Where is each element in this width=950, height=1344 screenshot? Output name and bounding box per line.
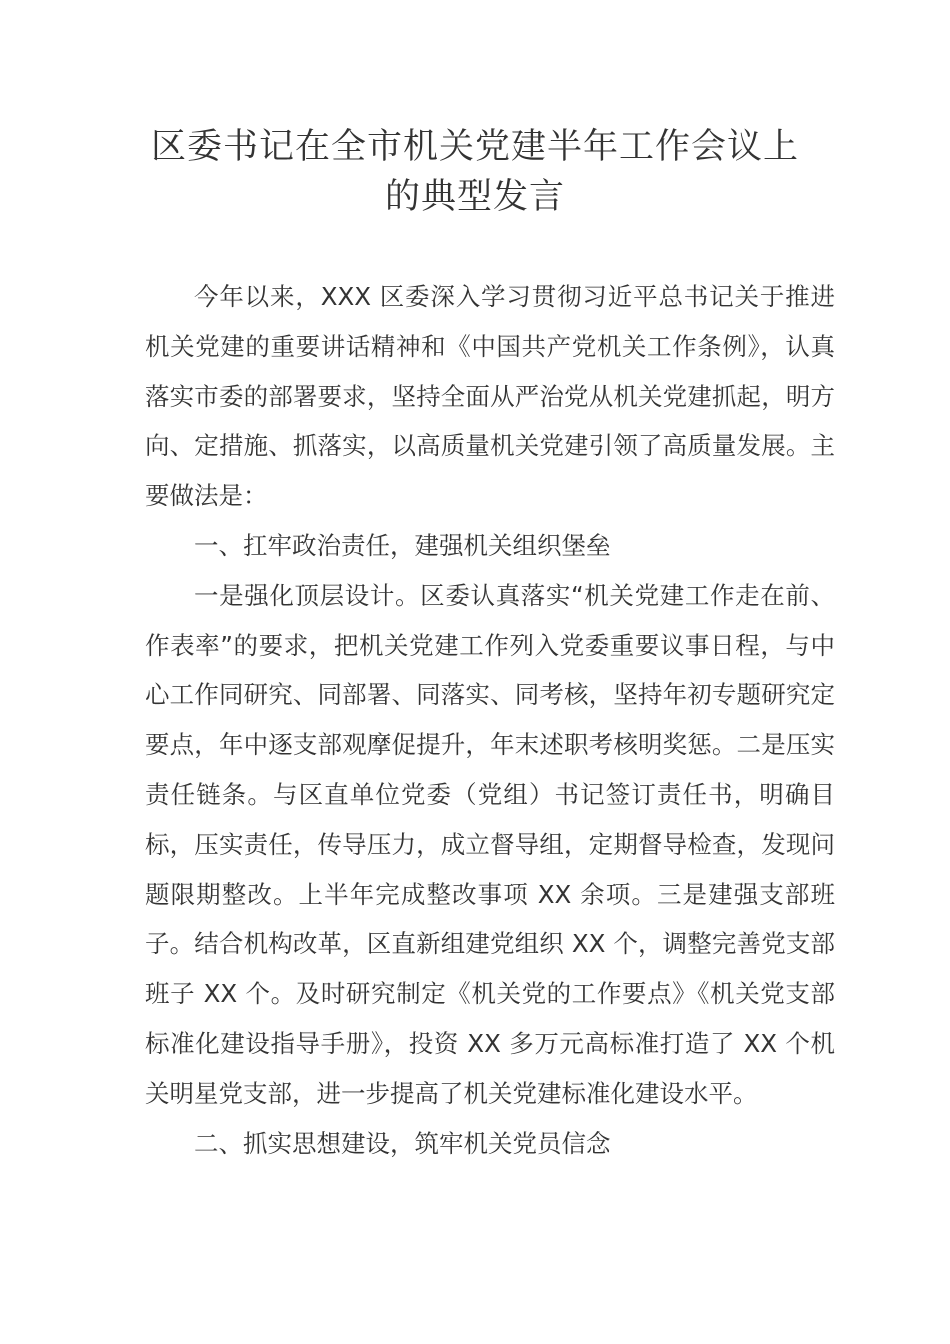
section-2-heading: 二、抓实思想建设，筑牢机关党员信念 [194, 1128, 611, 1158]
intro-paragraph: 今年以来，XXX 区委深入学习贯彻习近平总书记关于推进机关党建的重要讲话精神和《中国共产党机关工作条例》，认真落实市委的部署要求，坚持全面从严治党从机关党建抓起，明方向、定措施、抓落实，以高质量机关党建引领了高质量发展。主要做法是： [145, 282, 835, 511]
title-line-2: 的典型发言 [384, 177, 565, 217]
section-1-heading: 一、扛牢政治责任，建强机关组织堡垒 [194, 530, 611, 560]
section-1-paragraph: 一是强化顶层设计。区委认真落实“机关党建工作走在前、作表率”的要求，把机关党建工作列入党委重要议事日程，与中心工作同研究、同部署、同落实、同考核，坚持年初专题研究定要点，年中逐支部观摩促提升，年末述职考核明奖惩。二是压实责任链条。与区直单位党委（党组）书记签订责任书，明确目标，压实责任，传导压力，成立督导组，定期督导检查，发现问题限期整改。上半年完成整改事项 XX 余项。三是建强支部班子。结合机构改革，区直新组建党组织 XX 个，调整完善党支部班子 XX 个。及时研究制定《机关党的工作要点》《机关党支部标准化建设指导手册》，投资 XX 多万元高标准打造了 XX 个机关明星党支部，进一步提高了机关党建标准化建设水平。 [145, 580, 835, 1108]
document-title [130, 122, 820, 222]
document-body [145, 272, 835, 1168]
title-line-1: 区委书记在全市机关党建半年工作会议上 [150, 127, 799, 167]
